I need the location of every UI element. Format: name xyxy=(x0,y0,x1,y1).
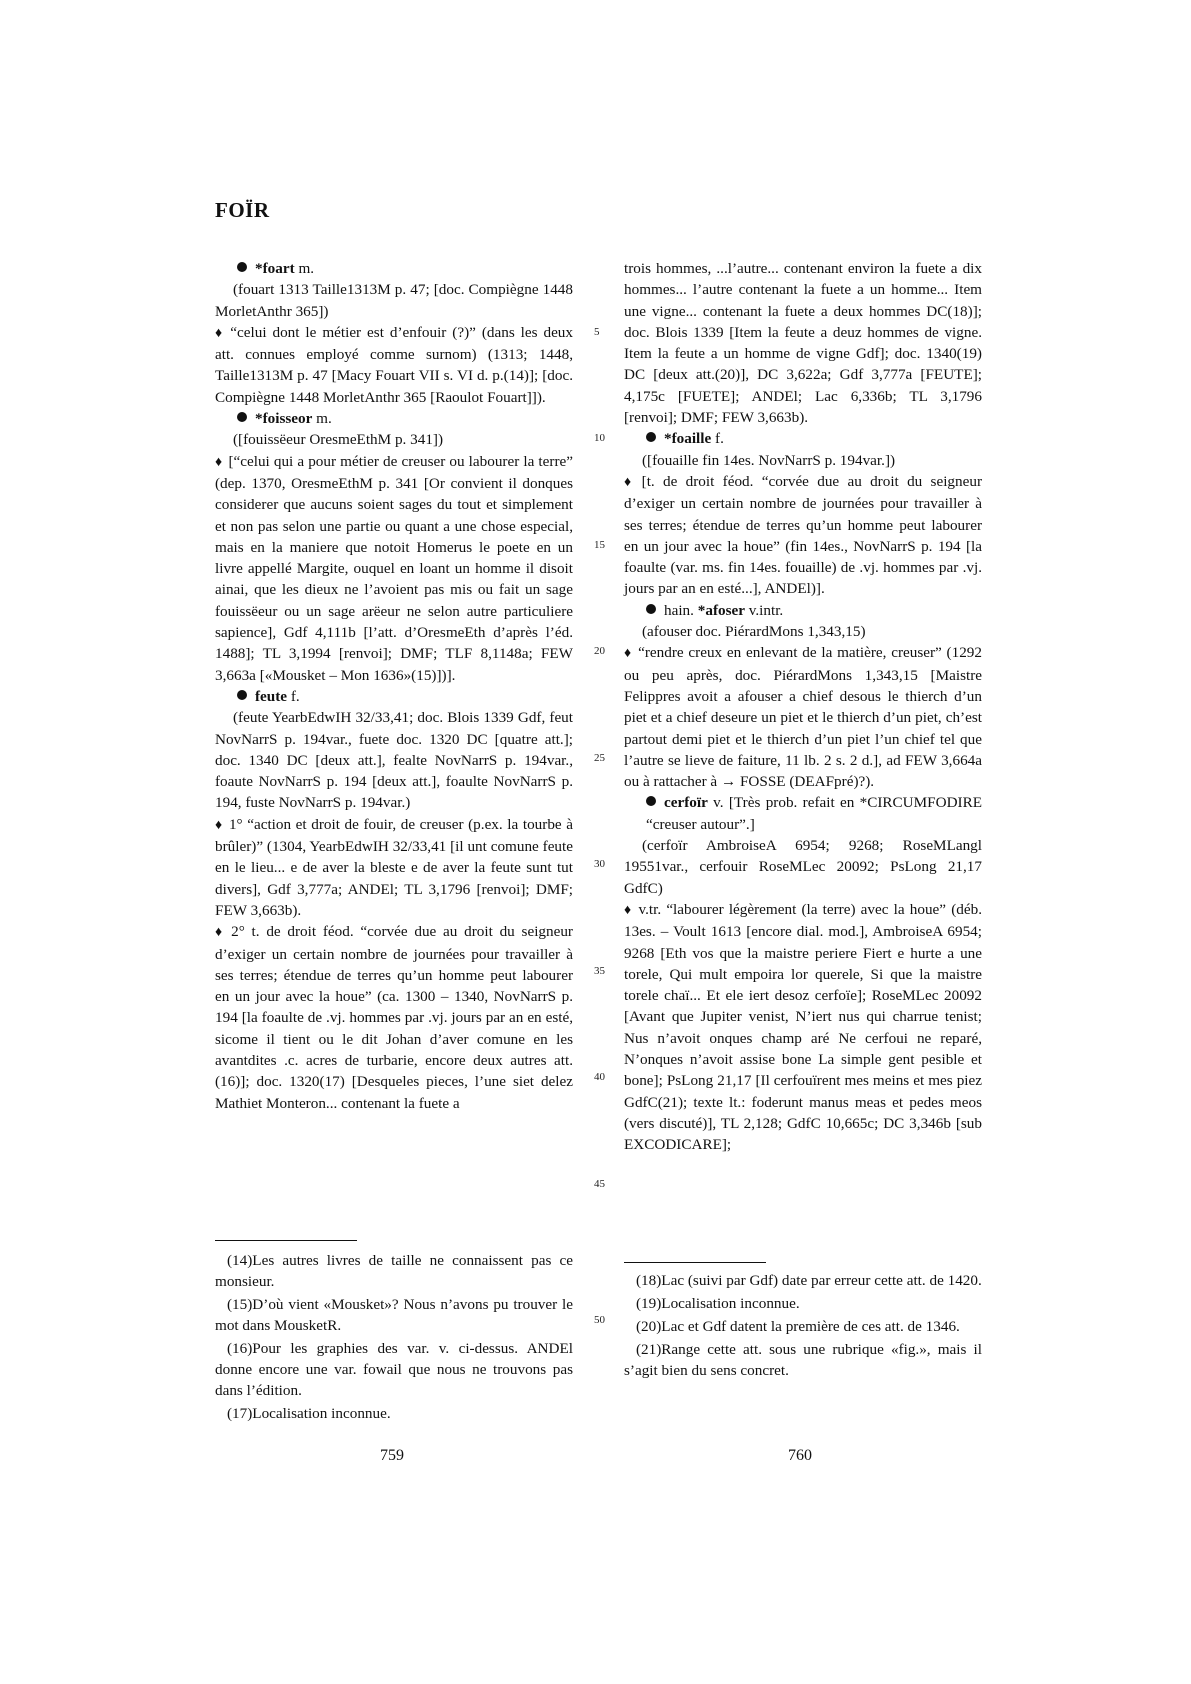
footnote: (20)Lac et Gdf datent la première de ces att. de 1346. xyxy=(636,1318,960,1335)
line-number: 25 xyxy=(594,752,605,764)
entry-afoser-head xyxy=(624,600,982,621)
headword: *foisseor xyxy=(255,410,313,428)
diamond-icon: ♦ xyxy=(215,925,226,941)
left-column xyxy=(215,258,573,1114)
gram: m. xyxy=(316,410,332,428)
footnote: (17)Localisation inconnue. xyxy=(227,1405,391,1422)
definition: ♦ 1° “action et droit de fouir, de creuser (p.ex. la tourbe à brûler)” (1304, YearbEdwIH 32/33,41 [il unt comune feute en le lieu... e de aver la bleste e de aver la feute sunt tut divers], Gdf 3,777a; ANDEl; TL 3,1796 [renvoi]; DMF; FEW 3,663b). xyxy=(215,815,573,919)
line-number: 10 xyxy=(594,432,605,444)
diamond-icon: ♦ xyxy=(215,454,223,470)
continuation: trois hommes, ...l’autre... contenant environ la fuete a dix hommes... l’autre contenant la fuete a un homme... Item une vigne... contenant la fuete a deux hommes DC(18)]; doc. Blois 1339 [Item la feute a deuz hommes de vigne. Item la feute a un homme de vigne Gdf]; doc. 1340(19) DC [deux att.(20)], DC 3,622a; Gdf 3,777a [FEUTE]; 4,175c [FUETE]; ANDEl; Lac 6,336b; TL 3,1796 [renvoi]; DMF; FEW 3,663b). xyxy=(624,260,982,427)
footnotes-left xyxy=(215,1250,573,1426)
bullet-icon xyxy=(237,412,247,422)
definition: ♦ “celui dont le métier est d’enfouir (?)” (dans les deux att. connues employé comme surnom) (1313; 1448, Taille1313M p. 47 [Macy Fouart VII s. VI d. p.(14)]; [doc. Compiègne 1448 MorletAnthr 365 [Raoulot Fouart]]). xyxy=(215,323,573,406)
gram: f. xyxy=(715,430,724,448)
bullet-icon xyxy=(237,262,247,272)
entry-foisseor-head xyxy=(215,408,573,429)
forms: ([fouissëeur OresmeEthM p. 341]) xyxy=(233,431,444,449)
right-column xyxy=(624,258,982,1155)
line-number: 45 xyxy=(594,1178,605,1190)
definition: ♦ v.tr. “labourer légèrement (la terre) avec la houe” (déb. 13es. – Voult 1613 [encore dial. mod.], AmbroiseA 6954; 9268 [Eth vos que la maistre periere Fiert e hurte a une torele, Qui mult empoira lor querele, Si que la maistre torele chaï... Et ele iert desoz cerfoïe]; RoseMLec 20092 [Avant que Jupiter venist, N’iert nus qui charrue tenist; Nus n’avoit onques champ aré Ne cerfoui ne reparé, N’onques n’avoit assise bone La simple gent pesible et bone]; PsLong 21,17 [Il cerfouïrent mes meins et mes piez GdfC(21); texte lt.: foderunt manus meas et pedes meos (vers discuté)], TL 2,128; GdfC 10,665c; DC 3,346b [sub EXCODICARE]; xyxy=(624,900,982,1154)
gram: f. xyxy=(290,687,300,705)
headword: *foart xyxy=(255,260,295,277)
line-number: 15 xyxy=(594,539,605,551)
line-number: 40 xyxy=(594,1071,605,1083)
line-number: 5 xyxy=(594,326,600,338)
definition: ♦ 2° t. de droit féod. “corvée due au droit du seigneur d’exiger un certain nombre de journées pour travailler à ses terres; étendue de terres qu’un homme peut labourer en un jour avec la houe” (ca. 1300 – 1340, NovNarrS p. 194 [la foaulte de .vj. hommes par .vj. jours par an en esté, sicome il tient ou le dit Johan d’aver comune en les avantdites .c. acres de turbarie, encore deux autres att.(16)]; doc. 1320(17) [Desqueles pieces, l’une siet delez Mathiet Monteron... contenant la fuete a xyxy=(215,923,573,1112)
footnote-rule xyxy=(624,1262,766,1263)
definition: ♦ “rendre creux en enlevant de la matière, creuser” (1292 ou peu après, doc. PiérardMons 1,343,15 [Maistre Felippres avoit a afouser a chief desous le thierch d’un piet et a chief deseure un piet et le thierch d’un piet, ch’est partout demi piet et le thierch d’un piet l’un chief tel que l’autre se lieve de faiture, 11 lb. 2 s. 2 d.], ad FEW 3,664a ou à rattacher à → FOSSE (DEAFpré)?). xyxy=(624,644,982,791)
footnote: (21)Range cette att. sous une rubrique «fig.», mais il s’agit bien du sens concret. xyxy=(624,1341,982,1379)
entry-feute-head xyxy=(215,686,573,707)
gram: m. xyxy=(298,260,315,277)
headword: cerfoïr xyxy=(664,794,708,812)
line-number: 35 xyxy=(594,965,605,977)
page-number-left: 759 xyxy=(380,1447,404,1464)
entry-foart-head xyxy=(215,258,573,279)
footnotes-right xyxy=(624,1270,982,1383)
footnote: (16)Pour les graphies des var. v. ci-dessus. ANDEl donne encore une var. fowail que nous ne trouvons pas dans l’édition. xyxy=(215,1340,573,1399)
forms: (fouart 1313 Taille1313M p. 47; [doc. Compiègne 1448 MorletAnthr 365]) xyxy=(215,281,573,320)
line-number: 50 xyxy=(594,1314,605,1326)
forms: (feute YearbEdwIH 32/33,41; doc. Blois 1339 Gdf, feut NovNarrS p. 194var., fuete doc. 1320 DC [quatre att.]; doc. 1340 DC [deux att.], fealte NovNarrS p. 194var., foaute NovNarrS p. 194 [deux att.], foaulte NovNarrS p. 194, fuste NovNarrS p. 194var.) xyxy=(215,709,573,812)
headword: *afoser xyxy=(697,601,745,619)
bullet-icon xyxy=(237,690,247,700)
diamond-icon: ♦ xyxy=(624,902,633,918)
gram: v.intr. xyxy=(748,601,784,619)
running-head: FOÏR xyxy=(215,198,270,222)
bullet-icon xyxy=(646,432,656,442)
line-number: 20 xyxy=(594,645,605,657)
footnote: (19)Localisation inconnue. xyxy=(636,1295,800,1312)
region-label: hain. xyxy=(664,601,694,619)
forms: ([fouaille fin 14es. NovNarrS p. 194var.]) xyxy=(642,451,896,469)
page-number-right: 760 xyxy=(788,1447,812,1464)
diamond-icon: ♦ xyxy=(215,817,223,833)
diamond-icon: ♦ xyxy=(624,474,636,490)
footnote: (15)D’où vient «Mousket»? Nous n’avons pu trouver le mot dans MousketR. xyxy=(215,1296,573,1334)
footnote: (18)Lac (suivi par Gdf) date par erreur cette att. de 1420. xyxy=(636,1272,982,1289)
diamond-icon: ♦ xyxy=(624,646,633,662)
headword: *foaille xyxy=(664,430,712,448)
bullet-icon xyxy=(646,796,656,806)
entry-cerfoir-head xyxy=(624,792,982,835)
forms: (cerfoïr AmbroiseA 6954; 9268; RoseMLangl 19551var., cerfouir RoseMLec 20092; PsLong 21,17 GdfC) xyxy=(624,837,982,897)
headword: feute xyxy=(255,687,288,705)
footnote-rule xyxy=(215,1240,357,1241)
bullet-icon xyxy=(646,604,656,614)
forms: (afouser doc. PiérardMons 1,343,15) xyxy=(642,623,866,641)
entry-foaille-head xyxy=(624,428,982,449)
gram: v. [Très prob. refait en *CIRCUMFODIRE “creuser autour”.] xyxy=(646,794,982,833)
definition: ♦ [“celui qui a pour métier de creuser ou labourer la terre” (dep. 1370, OresmeEthM p. 341 [Or convient il donques considerer que aucuns soient sages du tout et simplement et non pas selon une partie ou quant a une chose especial, mais en la maniere que notoit Homerus le poete en un livre appellé Margite, ouquel en loant un homme il disoit ainai, que les dieux ne l’avoient pas mis ou fait un sage fouissëeur ou un sage arëeur ne selon autre particuliere sapience], Gdf 4,111b [l’att. d’OresmeEth d’après l’éd. 1488]; TL 3,1994 [renvoi]; DMF; TLF 8,1148a; FEW 3,663a [«Mousket – Mon 1636»(15)])]. xyxy=(215,452,573,684)
line-number: 30 xyxy=(594,858,605,870)
footnote: (14)Les autres livres de taille ne connaissent pas ce monsieur. xyxy=(215,1252,573,1290)
diamond-icon: ♦ xyxy=(215,325,225,341)
definition: ♦ [t. de droit féod. “corvée due au droit du seigneur d’exiger un certain nombre de journées pour travailler à ses terres; étendue de terres qu’un homme peut labourer en un jour avec la houe” (fin 14es., NovNarrS p. 194 [la foaulte (var. ms. fin 14es. fouaille) de .vj. hommes par .vj. jours par an en esté...], ANDEl)]. xyxy=(624,472,982,598)
